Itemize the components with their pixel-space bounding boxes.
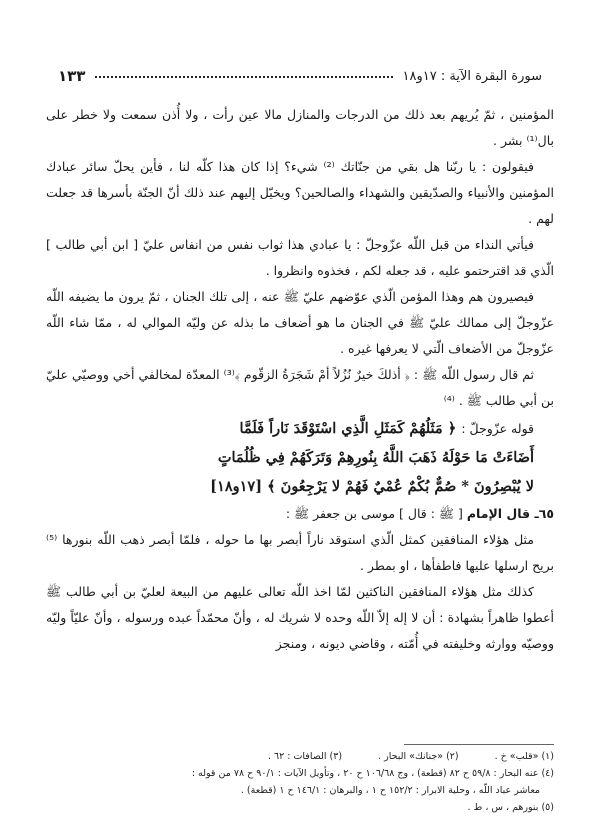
verse-line: أَضَاءَتْ مَا حَوْلَهُ ذَهَبَ اللَّهُ بِنُورِهِمْ وَتَرَكَهُمْ فِي ظُلُمَاتٍ xyxy=(217,449,534,466)
verse-line: لا يُبْصِرُونَ * صُمٌّ بُكْمٌ عُمْيٌ فَهُمْ لا يَرْجِعُونَ ﴾ [١٧و١٨] xyxy=(210,478,534,495)
footnotes xyxy=(46,744,554,816)
footnote: (١) «قلب» خ . xyxy=(494,751,554,762)
verse-line xyxy=(46,414,534,443)
paragraph: مثل هؤلاء المنافقين كمثل الّذي استوقد ناراً أبصر بها ما حوله ، فلمّا أبصر ذهب اللّه بنورها ⁽⁵⁾ بريح ارسلها عليها فاطفأها ، او بمطر . xyxy=(46,532,554,573)
footnote-separator xyxy=(404,744,554,745)
footnote: (٢) «جنانك» البحار . xyxy=(378,751,459,762)
footnote: (٣) الصافات : ٦٢ . xyxy=(267,751,343,762)
footnote-row xyxy=(46,748,554,765)
paragraph: فيقولون : يا ربّنا هل بقي من جنّاتك ⁽²⁾ شيء؟ إذا كان هذا كلّه لنا ، فأين يحلّ سائر عبادك المؤمنين والأنبياء والصدّيقين والشهداء والصالحين؟ ويخيّل إليهم عند ذلك أنّ الجنّة بأسرها قد جعلت لهم . xyxy=(46,159,554,226)
quran-verse-block xyxy=(46,414,554,501)
verse-intro: قوله عزّوجلّ : xyxy=(461,421,534,436)
page-number: ١٣٣ xyxy=(58,67,86,85)
page-header xyxy=(58,64,542,88)
page-body xyxy=(46,102,554,657)
section-heading xyxy=(46,501,554,527)
paragraph: المؤمنين ، ثمّ يُريهم بعد ذلك من الدرجات والمنازل مالا عين رأت ، ولا أُذن سمعت ولا خطر على بال⁽¹⁾ بشر . xyxy=(46,107,554,148)
heading-number: ٦٥ـ قال الإمام xyxy=(466,506,554,521)
footnote-continuation: معاشر عباد اللّه ، وحلية الابرار : ١٥٢/٢ ح ١ ، والبرهان : ١٤٦/١ ح ١ (قطعة) . xyxy=(240,785,540,796)
paragraph: ثم قال رسول اللّه ﷺ : ﴿ أذلكَ خيرٌ نُزُلاً أمْ شَجَرَةُ الزقّوم ﴾⁽³⁾ المعدّة لمخالفي أخي ووصيّي عليّ بن أبي طالب ﷺ . ⁽⁴⁾ xyxy=(46,367,554,408)
footnote: (٥) بنورهم ، س ، ط . xyxy=(467,802,554,813)
paragraph: كذلك مثل هؤلاء المنافقين الناكثين لمّا اخذ اللّه تعالى عليهم من البيعة لعليّ بن أبي طالب ﷺ أعطوا ظاهراً بشهادة : أن لا إله إلاّ اللّه وحده لا شريك له ، وأنّ محمّداً عبده ورسوله ، وأنّ عليّاً وليّه ووصيّه ووارثه وخليفته في أُمّته ، وقاضي ديونه ، ومنجز xyxy=(46,584,554,651)
dotted-rule xyxy=(95,76,392,78)
footnote: (٤) عنه البحار : ٥٩/٨ ح ٨٢ (قطعة) ، وج ١٠٦/٦٨ ح ٢٠ ، وتأويل الآيات : ٩٠/١ ح ٧٨ من قوله : xyxy=(191,768,554,779)
paragraph: فيأتي النداء من قبل اللّه عزّوجلّ : يا عبادي هذا ثواب نفس من انفاس عليّ [ ابن أبي طالب ] الّذي قد اقترحتمو عليه ، قد جعله لكم ، فخذوه وانظروا . xyxy=(46,237,554,278)
verse-text: ﴿ مَثَلُهُمْ كَمَثَلِ الَّذِي اسْتَوْقَدَ نَاراً فَلَمَّا xyxy=(239,420,457,437)
heading-text: [ ﷺ : قال ] موسى بن جعفر ﷺ : xyxy=(285,506,463,521)
paragraph: فيصيرون هم وهذا المؤمن الّذي عوّضهم عليّ ﷺ عنه ، إلى تلك الجنان ، ثمّ يرون ما يضيفه اللّه عزّوجلّ إلى ممالك عليّ ﷺ في الجنان ما هو أضعاف ما بذله عن وليّه الموالي له ، ممّا شاء اللّه عزّوجلّ من الأضعاف الّتي لا يعرفها غيره . xyxy=(46,289,554,356)
running-title: سورة البقرة الآية : ١٧و١٨ xyxy=(402,68,542,84)
